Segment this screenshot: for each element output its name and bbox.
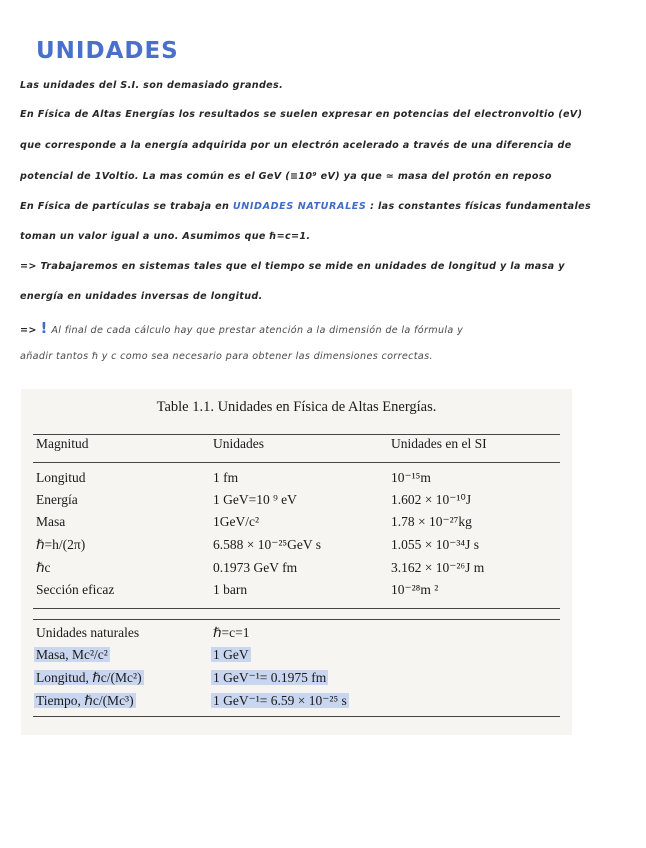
text-fragment: : las constantes físicas fundamentales <box>370 201 592 212</box>
table-cell: ℏ=c=1 <box>213 625 250 640</box>
highlighted-text: Masa, Mc²/c² <box>36 647 108 662</box>
table-cell: 0.1973 GeV fm <box>213 560 298 575</box>
table-cell: 6.588 × 10⁻²⁵GeV s <box>213 537 321 552</box>
text-line <box>20 319 463 337</box>
table-cell: 3.162 × 10⁻²⁶J m <box>391 560 485 575</box>
table-cell: 1.78 × 10⁻²⁷kg <box>391 514 472 529</box>
page-title: UNIDADES <box>36 38 179 64</box>
highlighted-text: Longitud, ℏc/(Mc²) <box>36 670 142 685</box>
table-cell: 1.055 × 10⁻³⁴J s <box>391 537 480 552</box>
table-cell: 1 fm <box>213 470 239 485</box>
text-line: toman un valor igual a uno. Asumimos que ℏ=c=1. <box>20 231 311 242</box>
natural-units-term: UNIDADES NATURALES <box>232 201 367 212</box>
text-fragment: Al final de cada cálculo hay que prestar atención a la dimensión de la fórmula y <box>51 325 464 336</box>
table-cell: ℏ=h/(2π) <box>36 537 86 552</box>
units-table <box>21 389 572 735</box>
table-cell: 10⁻²⁸m ² <box>391 582 439 597</box>
table-rule <box>33 434 560 435</box>
header-magnitud: Magnitud <box>36 436 89 451</box>
arrow-marker: => <box>20 325 37 336</box>
table-cell: 1 GeV=10 ⁹ eV <box>213 492 297 507</box>
text-line <box>20 201 591 212</box>
table-cell <box>213 670 328 686</box>
text-line: añadir tantos ℏ y c como sea necesario para obtener las dimensiones correctas. <box>20 351 433 362</box>
table-cell: Masa <box>36 514 66 529</box>
table-cell: Longitud <box>36 470 86 485</box>
table-cell: 1GeV/c² <box>213 514 260 529</box>
text-fragment: En Física de partículas se trabaja en <box>20 201 230 212</box>
table-rule <box>33 716 560 717</box>
exclamation-icon: ! <box>40 319 48 337</box>
text-line: energía en unidades inversas de longitud. <box>20 291 263 302</box>
table-cell: Unidades naturales <box>36 625 140 640</box>
highlighted-text: 1 GeV⁻¹= 0.1975 fm <box>213 670 327 685</box>
table-cell <box>36 693 136 709</box>
table-cell: Energía <box>36 492 78 507</box>
table-cell: ℏc <box>36 560 51 575</box>
header-unidades: Unidades <box>213 436 264 451</box>
table-cell <box>36 647 110 663</box>
table-caption: Table 1.1. Unidades en Física de Altas Energías. <box>156 399 437 415</box>
text-line: En Física de Altas Energías los resultados se suelen expresar en potencias del electronvoltio (eV) <box>20 109 583 120</box>
table-cell <box>213 647 251 663</box>
header-unidades-si: Unidades en el SI <box>391 436 487 451</box>
table-cell: Sección eficaz <box>36 582 115 597</box>
table-cell <box>36 670 144 686</box>
table-rule <box>33 619 560 620</box>
highlighted-text: Tiempo, ℏc/(Mc³) <box>36 693 134 708</box>
table-cell: 1.602 × 10⁻¹⁰J <box>391 492 472 507</box>
table-cell: 1 barn <box>213 582 248 597</box>
highlighted-text: 1 GeV <box>213 647 249 662</box>
text-line: potencial de 1Voltio. La mas común es el GeV (≡10⁹ eV) ya que ≃ masa del protón en reposo <box>20 171 552 182</box>
table-rule <box>33 608 560 609</box>
table-cell <box>213 693 349 709</box>
text-line: que corresponde a la energía adquirida por un electrón acelerado a través de una diferencia de <box>20 140 572 151</box>
highlighted-text: 1 GeV⁻¹= 6.59 × 10⁻²⁵ s <box>213 693 347 708</box>
table-rule <box>33 462 560 463</box>
table-cell: 10⁻¹⁵m <box>391 470 431 485</box>
text-line: Las unidades del S.I. son demasiado grandes. <box>20 80 284 91</box>
text-line: => Trabajaremos en sistemas tales que el tiempo se mide en unidades de longitud y la masa y <box>20 261 565 272</box>
